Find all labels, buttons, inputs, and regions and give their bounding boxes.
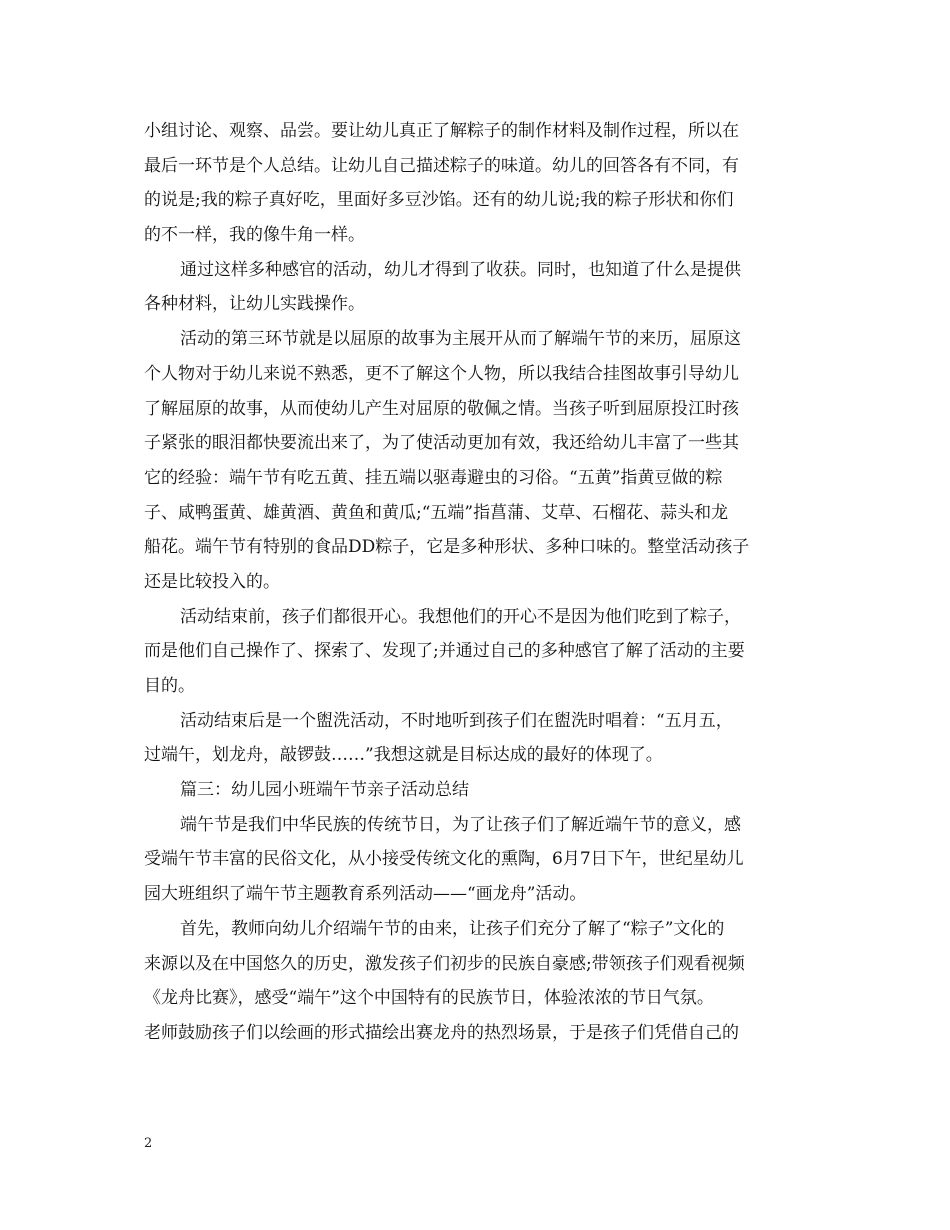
- text-line: 《龙舟比赛》，感受“端午”这个中国特有的民族节日，体验浓浓的节日气氛。: [144, 988, 714, 1009]
- text-line: 过端午，划龙舟，敲锣鼓……”我想这就是目标达成的最好的体现了。: [144, 745, 663, 766]
- paragraph-first-line: 通过这样多种感官的活动，幼儿才得到了收获。同时，也知道了什么是提供: [180, 259, 741, 280]
- text-line: 小组讨论、观察、品尝。要让幼儿真正了解粽子的制作材料及制作过程，所以在: [144, 121, 739, 141]
- text-line: 目的。: [144, 676, 195, 696]
- text-line: 最后一环节是个人总结。让幼儿自己描述粽子的味道。幼儿的回答各有不同，有: [144, 155, 739, 176]
- text-line: 子、咸鸭蛋黄、雄黄酒、黄鱼和黄瓜;“五端”指菖蒲、艾草、石榴花、蒜头和龙: [144, 502, 729, 523]
- paragraph-first-line: 活动的第三环节就是以屈原的故事为主展开从而了解端午节的来历，屈原这: [180, 329, 741, 350]
- text-line: 的说是;我的粽子真好吃，里面好多豆沙馅。还有的幼儿说;我的粽子形状和你们: [144, 190, 734, 211]
- text-line: 园大班组织了端午节主题教育系列活动——“画龙舟”活动。: [144, 884, 587, 905]
- text-line: 老师鼓励孩子们以绘画的形式描绘出赛龙舟的热烈场景，于是孩子们凭借自己的: [144, 1022, 739, 1043]
- section-heading: 篇三：幼儿园小班端午节亲子活动总结: [180, 780, 469, 801]
- text-line: 各种材料，让幼儿实践操作。: [144, 294, 365, 315]
- text-line: 来源以及在中国悠久的历史，激发孩子们初步的民族自豪感;带领孩子们观看视频: [144, 953, 745, 974]
- text-line: 了解屈原的故事，从而使幼儿产生对屈原的敬佩之情。当孩子听到屈原投江时孩: [144, 398, 739, 419]
- text-line: 个人物对于幼儿来说不熟悉，更不了解这个人物，所以我结合挂图故事引导幼儿: [144, 363, 739, 384]
- text-line: 还是比较投入的。: [144, 571, 280, 592]
- text-line: 它的经验：端午节有吃五黄、挂五端以驱毒避虫的习俗。“五黄”指黄豆做的粽: [144, 467, 723, 488]
- text-line: 子紧张的眼泪都快要流出来了，为了使活动更加有效，我还给幼儿丰富了一些其: [144, 433, 739, 454]
- text-line: 的不一样，我的像牛角一样。: [144, 225, 365, 246]
- paragraph-first-line: 首先，教师向幼儿介绍端午节的由来，让孩子们充分了解了“粽子”文化的: [180, 918, 725, 939]
- text-line: 受端午节丰富的民俗文化，从小接受传统文化的熏陶，6月7日下午，世纪星幼儿: [144, 849, 744, 870]
- text-line: 船花。端午节有特别的食品DD粽子，它是多种形状、多种口味的。整堂活动孩子: [144, 537, 750, 558]
- text-line: 而是他们自己操作了、探索了、发现了;并通过自己的多种感官了解了活动的主要: [144, 641, 745, 662]
- document-body: [144, 114, 814, 1051]
- paragraph-first-line: 活动结束后是一个盥洗活动，不时地听到孩子们在盥洗时唱着：“五月五，: [180, 710, 733, 731]
- paragraph-first-line: 端午节是我们中华民族的传统节日，为了让孩子们了解近端午节的意义，感: [180, 814, 741, 835]
- page-number: 2: [144, 1136, 153, 1151]
- paragraph-first-line: 活动结束前，孩子们都很开心。我想他们的开心不是因为他们吃到了粽子，: [180, 606, 741, 627]
